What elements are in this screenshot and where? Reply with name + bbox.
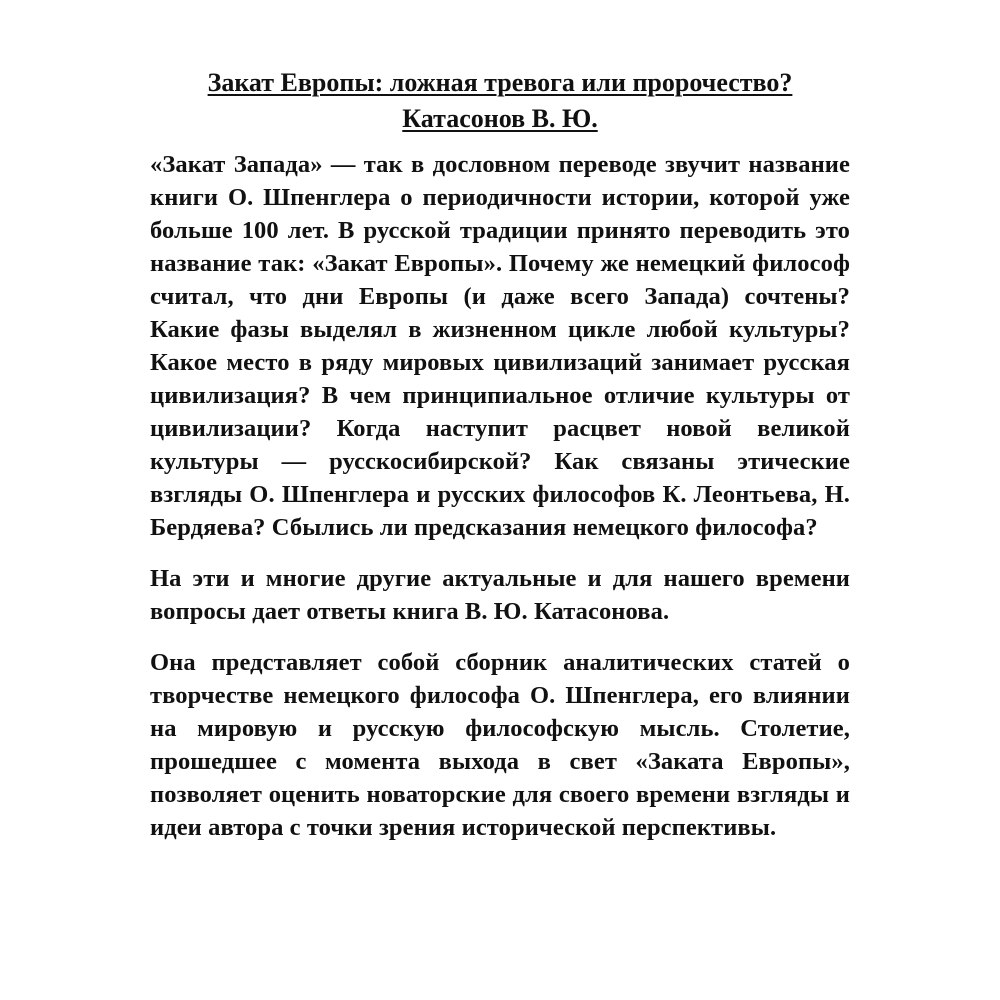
document-heading — [150, 66, 850, 136]
paragraph-2: На эти и многие другие актуальные и для нашего времени вопросы дает ответы книга В. Ю. Катасонова. — [150, 565, 850, 625]
document-page — [150, 66, 850, 862]
document-author: Катасонов В. Ю. — [402, 104, 598, 133]
document-body — [150, 148, 850, 844]
paragraph-3: Она представляет собой сборник аналитических статей о творчестве немецкого философа О. Шпенглера, его влиянии на мировую и русскую философскую мысль. Столетие, прошедшее с момента выхода в свет «Заката Европы», позволяет оценить новаторские для своего времени взгляды и идеи автора с точки зрения исторической перспективы. — [150, 649, 850, 841]
paragraph-1: «Закат Запада» — так в дословном переводе звучит название книги О. Шпенглера о периодичности истории, которой уже больше 100 лет. В русской традиции принято переводить это название так: «Закат Европы». Почему же немецкий философ считал, что дни Европы (и даже всего Запада) сочтены? Какие фазы выделял в жизненном цикле любой культуры? Какое место в ряду мировых цивилизаций занимает русская цивилизация? В чем принципиальное отличие культуры от цивилизации? Когда наступит расцвет новой великой культуры — русскосибирской? Как связаны этические взгляды О. Шпенглера и русских философов К. Леонтьева, Н. Бердяева? Сбылись ли предсказания немецкого философа? — [150, 151, 850, 541]
document-title: Закат Европы: ложная тревога или пророчество? — [207, 68, 793, 97]
